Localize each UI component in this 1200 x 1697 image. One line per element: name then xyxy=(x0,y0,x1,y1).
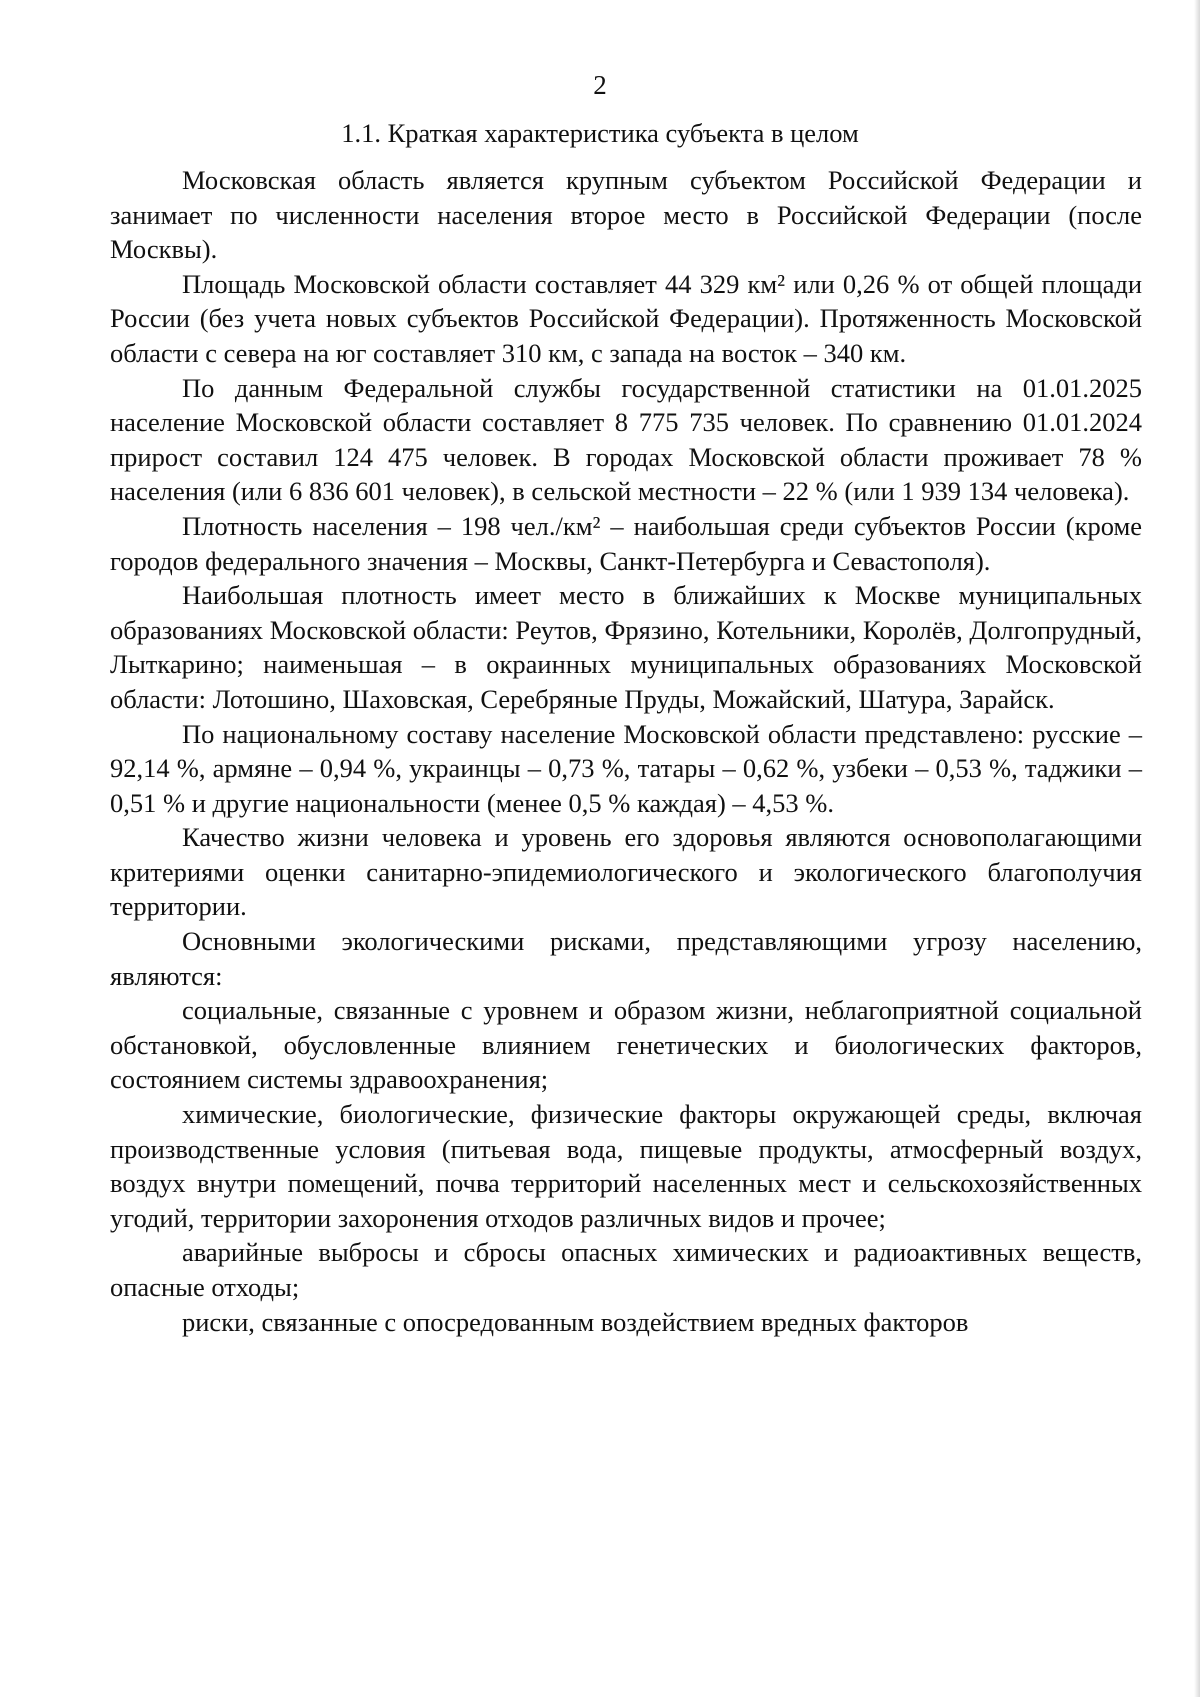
paragraph: Наибольшая плотность имеет место в ближайших к Москве муниципальных образованиях Московской области: Реутов, Фрязино, Котельники, Королёв, Долгопрудный, Лыткарино; наименьшая – в окраинных муниципальных образованиях Московской области: Лотошино, Шаховская, Серебряные Пруды, Можайский, Шатура, Зарайск. xyxy=(110,580,1142,714)
list-item: аварийные выбросы и сбросы опасных химических и радиоактивных веществ, опасные отходы; xyxy=(110,1237,1142,1302)
paragraph: По национальному составу население Московской области представлено: русские – 92,14 %, армяне – 0,94 %, украинцы – 0,73 %, татары – 0,62 %, узбеки – 0,53 %, таджики – 0,51 % и другие национальности (менее 0,5 % каждая) – 4,53 %. xyxy=(110,718,1142,818)
list-item: химические, биологические, физические факторы окружающей среды, включая производственные условия (питьевая вода, пищевые продукты, атмосферный воздух, воздух внутри помещений, почва территорий населенных мест и сельскохозяйственных угодий, территории захоронения отходов различных видов и прочее; xyxy=(110,1099,1142,1233)
paragraph: Плотность населения – 198 чел./км² – наибольшая среди субъектов России (кроме городов федерального значения – Москвы, Санкт-Петербурга и Севастополя). xyxy=(110,510,1142,576)
paragraph: Московская область является крупным субъектом Российской Федерации и занимает по численности населения второе место в Российской Федерации (после Москвы). xyxy=(110,165,1142,265)
section-title: 1.1. Краткая характеристика субъекта в целом xyxy=(341,118,859,148)
page-number: 2 xyxy=(593,70,607,100)
paragraph: Площадь Московской области составляет 44 329 км² или 0,26 % от общей площади России (без учета новых субъектов Российской Федерации). Протяженность Московской области с севера на юг составляет 310 км, с запада на восток – 340 км. xyxy=(110,268,1142,368)
document-body xyxy=(110,163,1142,1339)
paragraph: Качество жизни человека и уровень его здоровья являются основополагающими критериями оценки санитарно-эпидемиологического и экологического благополучия территории. xyxy=(110,822,1142,922)
list-item: риски, связанные с опосредованным воздействием вредных факторов xyxy=(182,1306,969,1337)
scan-edge xyxy=(1194,0,1200,1697)
paragraph: Основными экологическими рисками, представляющими угрозу населению, являются: xyxy=(110,926,1142,991)
paragraph: По данным Федеральной службы государственной статистики на 01.01.2025 население Московской области составляет 8 775 735 человек. По сравнению 01.01.2024 прирост составил 124 475 человек. В городах Московской области проживает 78 % населения (или 6 836 601 человек), в сельской местности – 22 % (или 1 939 134 человека). xyxy=(110,372,1142,507)
list-item: социальные, связанные с уровнем и образом жизни, неблагоприятной социальной обстановкой, обусловленные влиянием генетических и биологических факторов, состоянием системы здравоохранения; xyxy=(110,995,1142,1095)
